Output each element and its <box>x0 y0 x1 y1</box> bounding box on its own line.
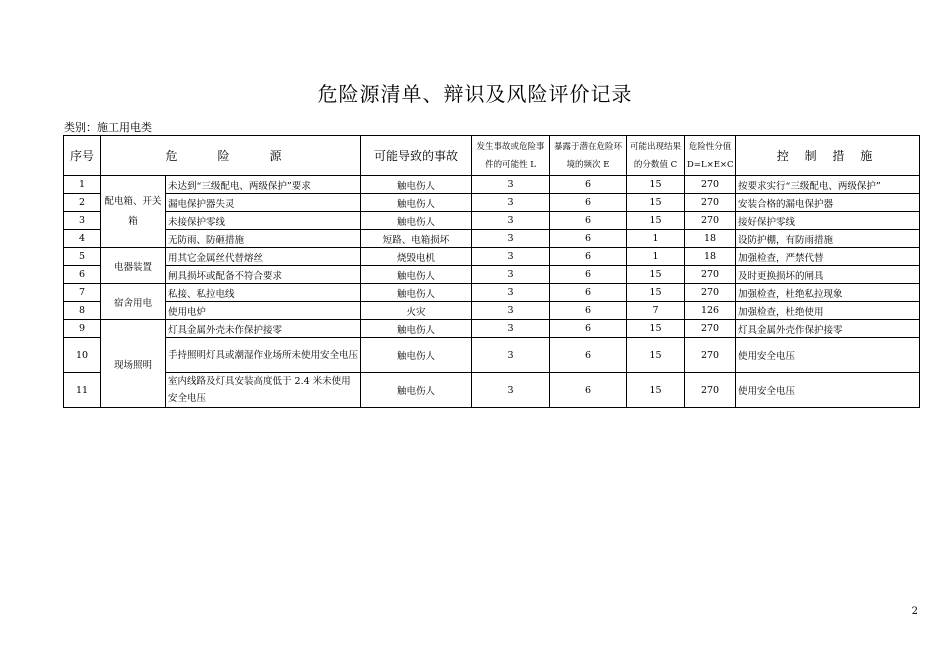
row-d: 270 <box>685 338 736 373</box>
row-d: 126 <box>685 302 736 320</box>
row-measure: 加强检查，杜绝使用 <box>736 302 920 320</box>
row-e: 6 <box>550 212 627 230</box>
row-c: 15 <box>627 266 685 284</box>
row-measure: 加强检查，严禁代替 <box>736 248 920 266</box>
header-d: 危险性分值 D=L×E×C <box>685 136 736 176</box>
row-c: 15 <box>627 176 685 194</box>
table-row <box>64 194 920 212</box>
document-title: 危险源清单、辩识及风险评价记录 <box>317 82 633 106</box>
row-hazard: 闸具损坏或配备不符合要求 <box>166 266 361 284</box>
row-no: 11 <box>64 373 101 408</box>
row-measure: 设防护棚，有防雨措施 <box>736 230 920 248</box>
row-d: 270 <box>685 284 736 302</box>
row-d: 270 <box>685 320 736 338</box>
row-measure: 灯具金属外壳作保护接零 <box>736 320 920 338</box>
header-c: 可能出现结果的分数值 C <box>627 136 685 176</box>
row-c: 1 <box>627 248 685 266</box>
row-no: 2 <box>64 194 101 212</box>
row-accident: 触电伤人 <box>361 176 472 194</box>
row-c: 15 <box>627 212 685 230</box>
row-hazard: 私接、私拉电线 <box>166 284 361 302</box>
table-row <box>64 266 920 284</box>
row-no: 1 <box>64 176 101 194</box>
table-row <box>64 320 920 338</box>
row-c: 15 <box>627 284 685 302</box>
row-l: 3 <box>472 230 550 248</box>
table-row <box>64 230 920 248</box>
row-l: 3 <box>472 320 550 338</box>
row-no: 5 <box>64 248 101 266</box>
group-label: 宿舍用电 <box>101 284 166 320</box>
row-hazard: 室内线路及灯具安装高度低于 2.4 米未使用安全电压 <box>166 373 361 408</box>
row-no: 8 <box>64 302 101 320</box>
header-e: 暴露于潜在危险环境的频次 E <box>550 136 627 176</box>
row-e: 6 <box>550 176 627 194</box>
row-accident: 烧毁电机 <box>361 248 472 266</box>
row-hazard: 使用电炉 <box>166 302 361 320</box>
row-measure: 接好保护零线 <box>736 212 920 230</box>
row-no: 10 <box>64 338 101 373</box>
row-l: 3 <box>472 338 550 373</box>
row-e: 6 <box>550 230 627 248</box>
row-d: 270 <box>685 176 736 194</box>
group-label: 现场照明 <box>101 320 166 408</box>
row-c: 1 <box>627 230 685 248</box>
group-label: 配电箱、开关箱 <box>101 176 166 248</box>
row-l: 3 <box>472 194 550 212</box>
row-accident: 触电伤人 <box>361 320 472 338</box>
row-hazard: 未接保护零线 <box>166 212 361 230</box>
row-d: 18 <box>685 248 736 266</box>
row-c: 15 <box>627 320 685 338</box>
header-l: 发生事故或危险事件的可能性 L <box>472 136 550 176</box>
row-c: 15 <box>627 194 685 212</box>
row-measure: 安装合格的漏电保护器 <box>736 194 920 212</box>
table-row <box>64 302 920 320</box>
row-d: 270 <box>685 212 736 230</box>
row-no: 6 <box>64 266 101 284</box>
header-measure: 控 制 措 施 <box>736 136 920 176</box>
page-number: 2 <box>911 606 918 617</box>
row-e: 6 <box>550 194 627 212</box>
row-e: 6 <box>550 320 627 338</box>
row-measure: 使用安全电压 <box>736 373 920 408</box>
row-e: 6 <box>550 266 627 284</box>
row-no: 3 <box>64 212 101 230</box>
table-row <box>64 338 920 373</box>
row-l: 3 <box>472 266 550 284</box>
row-l: 3 <box>472 212 550 230</box>
row-hazard: 未达到“三级配电、两级保护”要求 <box>166 176 361 194</box>
row-measure: 按要求实行“三级配电、两级保护” <box>736 176 920 194</box>
table-header-row <box>64 136 920 176</box>
row-hazard: 手持照明灯具或潮湿作业场所未使用安全电压 <box>166 338 361 373</box>
row-accident: 触电伤人 <box>361 194 472 212</box>
category-label: 类别：施工用电类 <box>64 121 152 134</box>
row-accident: 火灾 <box>361 302 472 320</box>
table-row <box>64 373 920 408</box>
row-e: 6 <box>550 284 627 302</box>
table-row <box>64 212 920 230</box>
row-accident: 触电伤人 <box>361 266 472 284</box>
row-d: 270 <box>685 373 736 408</box>
row-no: 7 <box>64 284 101 302</box>
row-measure: 及时更换损坏的闸具 <box>736 266 920 284</box>
row-no: 4 <box>64 230 101 248</box>
row-measure: 加强检查，杜绝私拉现象 <box>736 284 920 302</box>
row-e: 6 <box>550 248 627 266</box>
table-row <box>64 248 920 266</box>
row-accident: 触电伤人 <box>361 284 472 302</box>
row-accident: 短路、电箱损坏 <box>361 230 472 248</box>
row-hazard: 用其它金属丝代替熔丝 <box>166 248 361 266</box>
row-l: 3 <box>472 176 550 194</box>
row-no: 9 <box>64 320 101 338</box>
row-e: 6 <box>550 338 627 373</box>
table-row <box>64 284 920 302</box>
row-hazard: 漏电保护器失灵 <box>166 194 361 212</box>
row-d: 18 <box>685 230 736 248</box>
row-measure: 使用安全电压 <box>736 338 920 373</box>
row-c: 15 <box>627 373 685 408</box>
row-l: 3 <box>472 248 550 266</box>
header-hazard: 危 险 源 <box>101 136 361 176</box>
row-e: 6 <box>550 373 627 408</box>
risk-assessment-table <box>63 135 920 408</box>
row-e: 6 <box>550 302 627 320</box>
row-l: 3 <box>472 373 550 408</box>
row-d: 270 <box>685 266 736 284</box>
row-accident: 触电伤人 <box>361 373 472 408</box>
row-l: 3 <box>472 302 550 320</box>
row-d: 270 <box>685 194 736 212</box>
table-row <box>64 176 920 194</box>
row-accident: 触电伤人 <box>361 212 472 230</box>
row-c: 7 <box>627 302 685 320</box>
row-c: 15 <box>627 338 685 373</box>
row-hazard: 灯具金属外壳未作保护接零 <box>166 320 361 338</box>
header-accident: 可能导致的事故 <box>361 136 472 176</box>
header-seq: 序号 <box>64 136 101 176</box>
row-hazard: 无防雨、防砸措施 <box>166 230 361 248</box>
row-accident: 触电伤人 <box>361 338 472 373</box>
row-l: 3 <box>472 284 550 302</box>
group-label: 电器装置 <box>101 248 166 284</box>
